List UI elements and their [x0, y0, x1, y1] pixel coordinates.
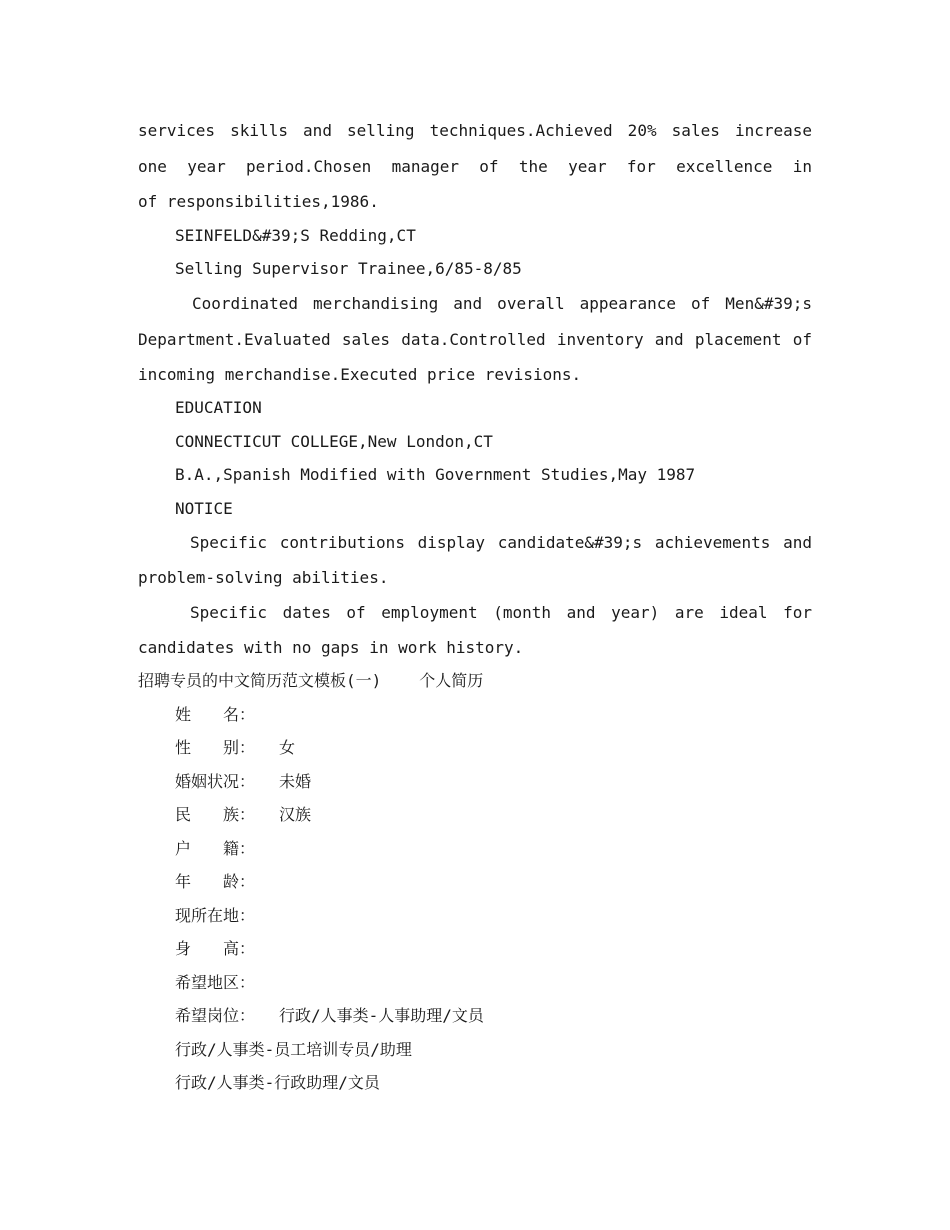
body-text-line: incoming merchandise.Executed price revisions.	[138, 364, 582, 384]
college-line: CONNECTICUT COLLEGE,New London,CT	[175, 431, 493, 451]
notice-text-line: Specific dates of employment (month and year) are ideal for	[190, 602, 812, 622]
field-row-ethnicity	[138, 798, 812, 832]
field-label: 年 龄：	[175, 872, 256, 891]
field-label: 姓 名：	[175, 704, 256, 724]
field-label: 身 高：	[175, 939, 256, 958]
field-row-age	[138, 865, 812, 899]
field-label: 希望地区：	[175, 972, 256, 992]
field-label: 希望岗位：	[175, 1006, 256, 1025]
field-value: 女	[279, 738, 296, 757]
body-text-line: Department.Evaluated sales data.Controlled inventory and placement of	[138, 329, 812, 349]
degree-line: B.A.,Spanish Modified with Government Studies,May 1987	[175, 465, 696, 484]
field-label: 性 别：	[175, 738, 256, 757]
body-text-line: services skills and selling techniques.Achieved 20% sales increase	[138, 121, 812, 140]
notice-heading: NOTICE	[175, 498, 233, 518]
field-label: 现所在地：	[175, 905, 256, 925]
extra-position-line: 行政/人事类-员工培训专员/助理	[175, 1039, 412, 1059]
cn-resume-title: 招聘专员的中文简历范文模板(一)	[138, 671, 382, 690]
body-text-line: of responsibilities,1986.	[138, 192, 379, 211]
field-label: 户 籍：	[175, 838, 256, 858]
field-row-gender	[138, 731, 812, 765]
cn-resume-title-row	[138, 664, 812, 698]
field-row-location	[138, 899, 812, 933]
body-text-line: Coordinated merchandising and overall appearance of Men&#39;s	[192, 293, 812, 313]
field-value: 汉族	[279, 805, 312, 824]
education-heading: EDUCATION	[175, 398, 262, 417]
field-row-name	[138, 698, 812, 732]
field-row-desired-region	[138, 966, 812, 1000]
field-row-hukou	[138, 832, 812, 866]
position-line: Selling Supervisor Trainee,6/85-8/85	[175, 259, 522, 278]
title-gap	[381, 664, 419, 698]
notice-text-line: candidates with no gaps in work history.	[138, 637, 524, 657]
notice-text-line: problem-solving abilities.	[138, 568, 389, 587]
field-row-marital	[138, 765, 812, 799]
field-value: 行政/人事类-人事助理/文员	[279, 1006, 484, 1025]
notice-text-line: Specific contributions display candidate&#39;s achievements and	[190, 533, 812, 552]
employer-line: SEINFELD&#39;S Redding,CT	[175, 225, 416, 245]
document-page	[138, 113, 812, 1100]
field-row-height	[138, 932, 812, 966]
cn-resume-subtitle: 个人简历	[419, 671, 484, 690]
body-text-line: one year period.Chosen manager of the year for excellence in	[138, 157, 812, 176]
extra-position-line: 行政/人事类-行政助理/文员	[175, 1073, 380, 1092]
field-label: 婚姻状况：	[175, 771, 256, 791]
field-value: 未婚	[279, 771, 312, 791]
field-row-desired-position	[138, 999, 812, 1033]
field-label: 民 族：	[175, 805, 256, 824]
